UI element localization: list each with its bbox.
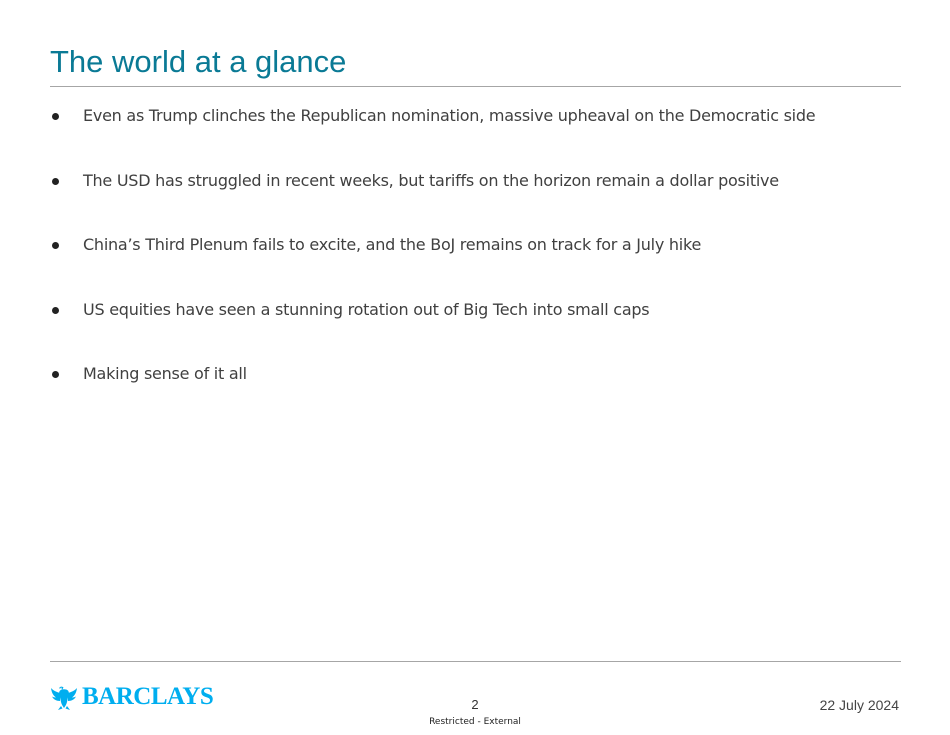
bullet-item: [50, 169, 910, 234]
page-number: 2: [471, 697, 479, 712]
classification-label: Restricted - External: [429, 717, 521, 727]
bullet-item: [50, 233, 910, 298]
bullet-item: [50, 298, 910, 363]
slide-title: The world at a glance: [50, 44, 347, 79]
bullet-list: [50, 104, 910, 427]
bullet-dot-icon: [52, 307, 59, 314]
bullet-text: Making sense of it all: [83, 364, 247, 383]
footer-divider: [50, 661, 901, 662]
bullet-text: US equities have seen a stunning rotation out of Big Tech into small caps: [83, 299, 650, 319]
bullet-item: [50, 362, 910, 427]
barclays-logo: [50, 682, 213, 712]
bullet-dot-icon: [52, 178, 59, 185]
bullet-dot-icon: [52, 242, 59, 249]
eagle-icon: [50, 683, 78, 711]
slide-date: 22 July 2024: [819, 697, 899, 713]
bullet-text: Even as Trump clinches the Republican nomination, massive upheaval on the Democratic side: [83, 106, 816, 125]
bullet-dot-icon: [52, 113, 59, 120]
bullet-item: [50, 104, 910, 169]
bullet-text: The USD has struggled in recent weeks, but tariffs on the horizon remain a dollar positive: [83, 170, 779, 190]
bullet-dot-icon: [52, 371, 59, 378]
logo-wordmark: BARCLAYS: [82, 683, 214, 710]
title-divider: [50, 86, 901, 87]
bullet-text: China’s Third Plenum fails to excite, and the BoJ remains on track for a July hike: [83, 235, 702, 254]
